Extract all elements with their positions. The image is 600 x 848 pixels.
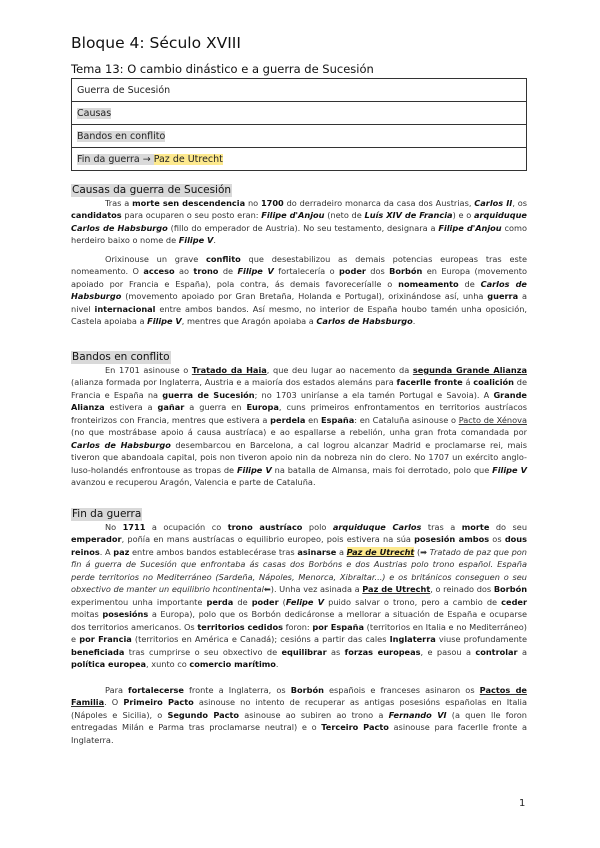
outline-cell-fin	[72, 148, 527, 171]
page-subtitle: Tema 13: O cambio dinástico e a guerra de Sucesión	[71, 62, 374, 76]
paragraph: En 1701 asinouse o Tratado da Haia, que deu lugar ao nacemento da segunda Grande Alianza (alianza formada por Inglaterra, Austria e a maioría dos estados alemáns para facerlle fronte á coalición de Francia e España na guerra de Sucesión; no 1703 uniríanse a ela tamén Portugal e Savoia). A Grande Alianza estivera a gañar a guerra en Europa, cuns primeiros enfrontamentos en territorios austríacos fronteirizos con Francia, mentres que estivera a perdela en España: en Cataluña asinouse o Pacto de Xénova (no que mostrábase apoio á causa austríaca) e ao espallarse a rebelión, unha gran frota comandada por Carlos de Habsburgo desembarcou en Barcelona, a cal logrou alcanzar Madrid e proclamarse rei, mais tiveron que abandoala capital, pois non tiveron apoio nin da nobreza nin do clero. No 1707 un exército anglo-luso-holandés enfrontouse as tropas de Filipe V na batalla de Almansa, mais foi derrotado, polo que Filipe V avanzou e recuperou Aragón, Valencia e parte de Cataluña.	[71, 365, 527, 488]
outline-cell-guerra	[72, 79, 527, 102]
paragraph: Orixinouse un grave conflito que desestabilizou as demais potencias europeas tras este nomeamento. O acceso ao trono de Filipe V fortalecería o poder dos Borbón en Europa (movemento apoiado por Francia e España), pola contra, ás demais favoreceríalle o nomeamento de Carlos de Habsburgo (movemento apoiado por Gran Bretaña, Holanda e Portugal), orixinándose así, unha guerra a nivel internacional entre ambos bandos. Así mesmo, no interior de España houbo tamén unha oposición, Castela apoiaba a Filipe V, mentres que Aragón apoiaba a Carlos de Habsburgo.	[71, 254, 528, 327]
outline-cell-bandos	[72, 125, 527, 148]
section-heading-bandos: Bandos en conflito	[72, 351, 170, 363]
page-number: 1	[519, 798, 526, 809]
outline-row	[72, 102, 527, 125]
section-heading-fin: Fin da guerra	[72, 508, 142, 520]
outline-row	[72, 79, 527, 102]
paragraph: Para fortalecerse fronte a Inglaterra, os Borbón españois e franceses asinaron os Pactos de Familia. O Primeiro Pacto asinouse no intento de recuperar as antigas posesións españolas en Italia (Nápoles e Sicilia), o Segundo Pacto asinouse ao subiren ao trono a Fernando VI (a quen lle foron entregadas Milán e Parma tras proclamarse neutral) e o Terceiro Pacto asinouse para facerlle fronte a Inglaterra.	[71, 685, 527, 745]
outline-label: Causas	[77, 107, 112, 119]
outline-row	[72, 125, 527, 148]
paragraph: Tras a morte sen descendencia no 1700 do derradeiro monarca da casa dos Austrias, Carlos II, os candidatos para ocuparen o seu posto eran: Filipe d'Anjou (neto de Luís XIV de Francia) e o arquiduque Carlos de Habsburgo (fillo do emperador de Austria). No seu testamento, designara a Filipe d'Anjou como herdeiro baixo o nome de Filipe V.	[71, 198, 528, 246]
outline-highlight: Paz de Utrecht	[153, 153, 223, 165]
outline-label: Guerra de Sucesión	[77, 84, 171, 96]
outline-row	[72, 148, 527, 171]
paragraph: No 1711 a ocupación co trono austríaco polo arquiduque Carlos tras a morte do seu emperador, poñía en mans austríacas o equilibrio europeo, pois estivera na súa posesión ambos os dous reinos. A paz entre ambos bandos establecérase tras asinarse a Paz de Utrecht (➡ Tratado de paz que pon fin á guerra de Sucesión que enfrontaba ás casas dos Borbóns e dos Austrias polo trono español. España perde territorios no Mediterráneo (Sardeña, Nápoles, Menorca, Xibraltar...) e os británicos conseguen o seu obxectivo de manter un equilibrio hcontinental⬅). Unha vez asinada a Paz de Utrecht, o reinado dos Borbón experimentou unha importante perda de poder (Felipe V puido salvar o trono, pero a cambio de ceder moitas posesións a Europa), polo que os Borbón dedicáronse a mellorar a situación de España e ocuparse dos territorios americanos. Os territorios cedidos foron: por España (territorios en Italia e no Mediterráneo) e por Francia (territorios en América e Canadá); cesións a partir das cales Inglaterra viuse profundamente beneficiada tras cumprirse o seu obxectivo de equilibrar as forzas europeas, e pasou a controlar a política europea, xunto co comercio marítimo.	[71, 522, 528, 669]
outline-label: Bandos en conflito	[77, 130, 166, 142]
page-title: Bloque 4: Século XVIII	[71, 34, 241, 52]
outline-label: Fin da guerra →	[77, 153, 154, 165]
section-heading-causas: Causas da guerra de Sucesión	[72, 184, 232, 196]
outline-table	[71, 78, 527, 171]
outline-cell-causas	[72, 102, 527, 125]
